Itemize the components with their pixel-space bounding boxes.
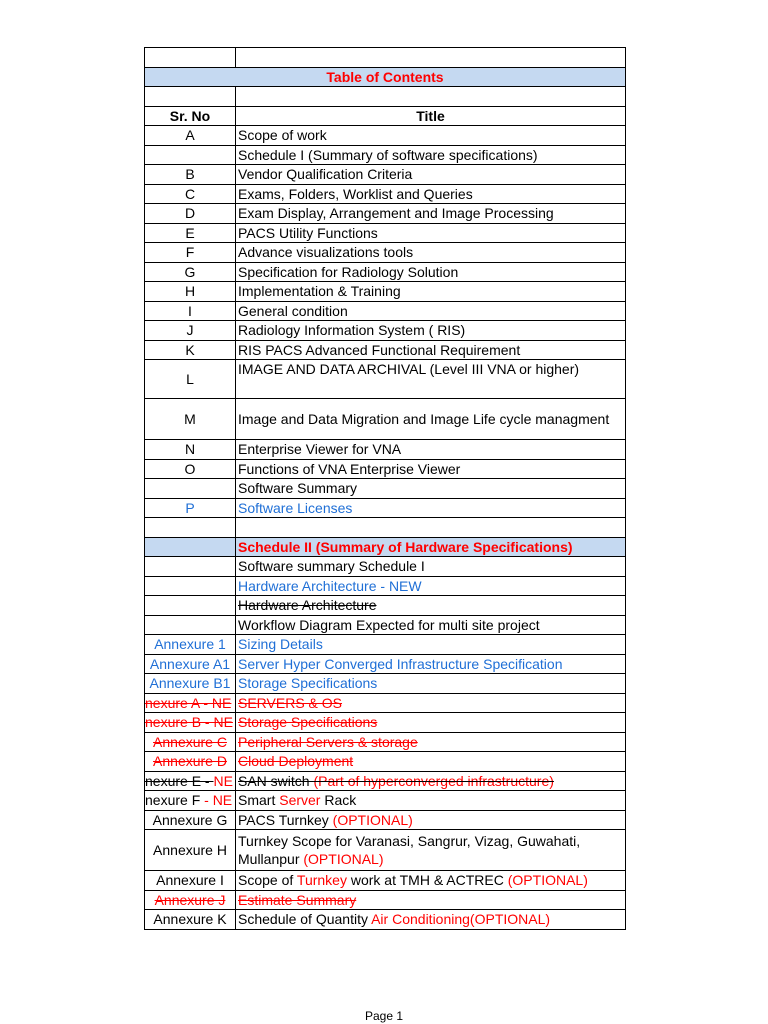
sr-no-header: Sr. No (145, 106, 236, 126)
table-row (145, 890, 626, 910)
sr-cell: Annexure 1 (145, 635, 236, 655)
title-cell: RIS PACS Advanced Functional Requirement (236, 340, 626, 360)
sr-cell: Annexure I (145, 871, 236, 891)
table-row (145, 282, 626, 302)
sr-cell: Annexure J (145, 890, 236, 910)
title-cell: IMAGE AND DATA ARCHIVAL (Level III VNA or higher) (236, 360, 626, 399)
title-cell: Implementation & Training (236, 282, 626, 302)
sr-cell (145, 557, 236, 577)
sr-cell: nexure A - NE (145, 693, 236, 713)
table-row (145, 615, 626, 635)
sr-cell: H (145, 282, 236, 302)
title-cell: PACS Turnkey (OPTIONAL) (236, 810, 626, 830)
title-cell: Estimate Summary (236, 890, 626, 910)
table-row (145, 243, 626, 263)
title-cell: Hardware Architecture - NEW (236, 576, 626, 596)
sr-cell: A (145, 126, 236, 146)
title-cell: SAN switch (Part of hyperconverged infrastructure) (236, 771, 626, 791)
table-row (145, 791, 626, 811)
table-row (145, 223, 626, 243)
table-row (145, 830, 626, 871)
toc-heading: Table of Contents (145, 67, 626, 87)
sr-cell: Annexure K (145, 910, 236, 930)
table-row (145, 871, 626, 891)
table-row (145, 654, 626, 674)
sr-cell: I (145, 301, 236, 321)
table-row (145, 440, 626, 460)
title-cell: Storage Specifications (236, 674, 626, 694)
header-row (145, 106, 626, 126)
title-cell: Specification for Radiology Solution (236, 262, 626, 282)
title-cell: Smart Server Rack (236, 791, 626, 811)
sr-cell: Annexure D (145, 752, 236, 772)
table-row (145, 498, 626, 518)
sr-cell: G (145, 262, 236, 282)
sr-cell: nexure F - NE (145, 791, 236, 811)
sr-cell (145, 596, 236, 616)
table-row (145, 399, 626, 440)
table-row (145, 576, 626, 596)
sr-cell: J (145, 321, 236, 341)
sr-cell: M (145, 399, 236, 440)
title-cell: Storage Specifications (236, 713, 626, 733)
table-row (145, 126, 626, 146)
sr-cell: P (145, 498, 236, 518)
title-cell: Peripheral Servers & storage (236, 732, 626, 752)
table-row (145, 479, 626, 499)
title-cell: Image and Data Migration and Image Life cycle managment (236, 399, 626, 440)
sr-cell: Annexure H (145, 830, 236, 871)
sr-cell: Annexure C (145, 732, 236, 752)
table-row (145, 145, 626, 165)
title-cell: Software Summary (236, 479, 626, 499)
sr-cell (145, 615, 236, 635)
title-cell: Cloud Deployment (236, 752, 626, 772)
title-cell: Turnkey Scope for Varanasi, Sangrur, Vizag, Guwahati, Mullanpur (OPTIONAL) (236, 830, 626, 871)
table-row (145, 321, 626, 341)
table-row (145, 635, 626, 655)
title-cell: Exam Display, Arrangement and Image Processing (236, 204, 626, 224)
title-cell: Schedule I (Summary of software specifications) (236, 145, 626, 165)
table-row (145, 910, 626, 930)
title-cell: Software summary Schedule I (236, 557, 626, 577)
title-cell: Software Licenses (236, 498, 626, 518)
table-row (145, 732, 626, 752)
sr-cell: nexure B - NE (145, 713, 236, 733)
table-row (145, 204, 626, 224)
table-row (145, 596, 626, 616)
schedule2-row (145, 537, 626, 557)
title-cell: Radiology Information System ( RIS) (236, 321, 626, 341)
sr-cell: Annexure A1 (145, 654, 236, 674)
title-cell: Exams, Folders, Worklist and Queries (236, 184, 626, 204)
page-footer: Page 1 (364, 1009, 404, 1023)
table-row (145, 301, 626, 321)
title-cell: Scope of work (236, 126, 626, 146)
table-row (145, 184, 626, 204)
title-cell: Sizing Details (236, 635, 626, 655)
table-of-contents (144, 47, 626, 930)
sr-cell: D (145, 204, 236, 224)
title-cell: Hardware Architecture (236, 596, 626, 616)
sr-cell: B (145, 165, 236, 185)
sr-cell: O (145, 459, 236, 479)
title-cell: Schedule of Quantity Air Conditioning(OPTIONAL) (236, 910, 626, 930)
sr-cell: K (145, 340, 236, 360)
table-row (145, 87, 626, 107)
title-cell: SERVERS & OS (236, 693, 626, 713)
table-row (145, 693, 626, 713)
table-row (145, 340, 626, 360)
title-cell: Advance visualizations tools (236, 243, 626, 263)
sr-cell: L (145, 360, 236, 399)
title-cell: Server Hyper Converged Infrastructure Specification (236, 654, 626, 674)
table-row (145, 674, 626, 694)
sr-cell: Annexure G (145, 810, 236, 830)
sr-cell: N (145, 440, 236, 460)
sr-cell: nexure E - NE (145, 771, 236, 791)
table-row (145, 713, 626, 733)
title-cell: Vendor Qualification Criteria (236, 165, 626, 185)
sr-cell (145, 479, 236, 499)
title-header: Title (236, 106, 626, 126)
title-cell: Enterprise Viewer for VNA (236, 440, 626, 460)
title-cell: Scope of Turnkey work at TMH & ACTREC (OPTIONAL) (236, 871, 626, 891)
sr-cell: F (145, 243, 236, 263)
toc-heading-row (145, 67, 626, 87)
table-row (145, 557, 626, 577)
table-row (145, 810, 626, 830)
table-row (145, 771, 626, 791)
table-row (145, 518, 626, 538)
table-row (145, 752, 626, 772)
sr-cell (145, 145, 236, 165)
schedule2-heading: Schedule II (Summary of Hardware Specifications) (236, 537, 626, 557)
title-cell: Functions of VNA Enterprise Viewer (236, 459, 626, 479)
sr-cell: E (145, 223, 236, 243)
title-cell: PACS Utility Functions (236, 223, 626, 243)
title-cell: General condition (236, 301, 626, 321)
title-cell: Workflow Diagram Expected for multi site project (236, 615, 626, 635)
table-row (145, 262, 626, 282)
sr-cell (145, 576, 236, 596)
table-row (145, 360, 626, 399)
sr-cell: Annexure B1 (145, 674, 236, 694)
table-row (145, 459, 626, 479)
table-row (145, 48, 626, 68)
table-row (145, 165, 626, 185)
sr-cell: C (145, 184, 236, 204)
